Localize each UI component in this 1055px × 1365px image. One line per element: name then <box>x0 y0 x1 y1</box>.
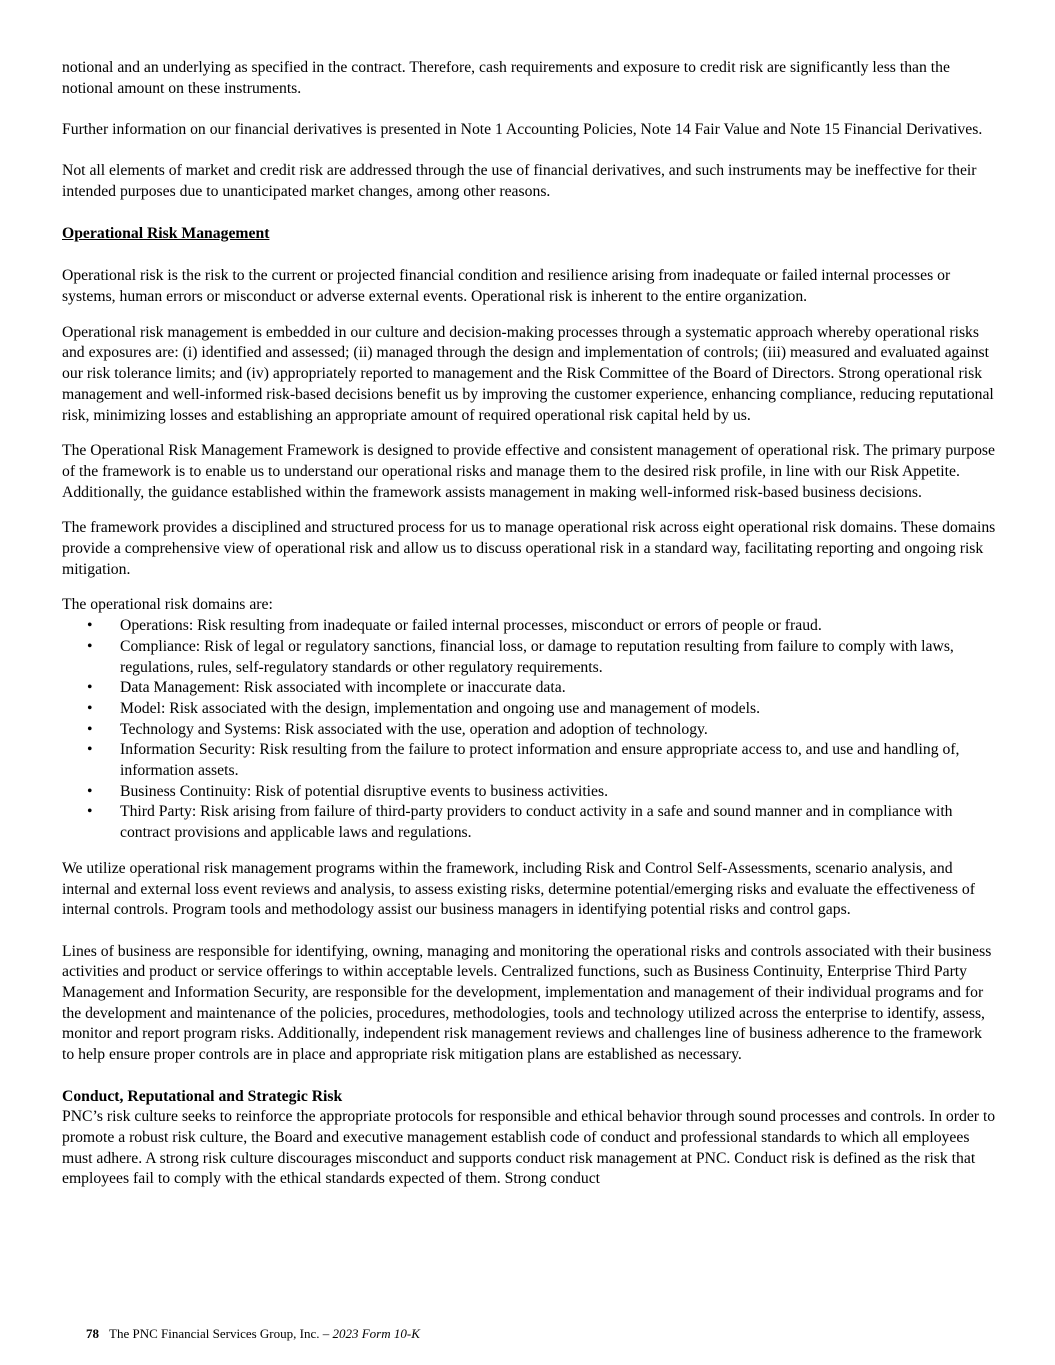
paragraph-operational-management: Operational risk management is embedded in our culture and decision-making processes through a systematic approach whereby operational risks and exposures are: (i) identified and assessed; (ii) managed through the design and implementation of controls; (iii) measured and evaluated against our risk tolerance limits; and (iv) appropriately reported to management and the Risk Committee of the Board of Directors. Strong operational risk management and well-informed risk-based decisions benefit us by improving the customer experience, enhancing compliance, reducing reputational risk, minimizing losses and establishing an appropriate amount of required operational risk capital held by us. <box>62 323 994 424</box>
section-heading-operational-risk: Operational Risk Management <box>62 224 270 242</box>
bullet-icon: • <box>87 803 93 821</box>
bullet-icon: • <box>87 617 93 635</box>
list-item <box>62 802 997 843</box>
subsection-heading-conduct-risk: Conduct, Reputational and Strategic Risk <box>62 1087 343 1105</box>
list-item <box>62 740 997 781</box>
bullet-icon: • <box>87 720 93 738</box>
domain-text: Technology and Systems: Risk associated with the use, operation and adoption of technology. <box>120 720 708 738</box>
domain-text: Business Continuity: Risk of potential disruptive events to business activities. <box>120 782 609 800</box>
domain-text: Compliance: Risk of legal or regulatory sanctions, financial loss, or damage to reputation resulting from failure to comply with laws, regulations, rules, self-regulatory standards or other regulatory requirements. <box>120 637 954 676</box>
paragraph-operational-programs: We utilize operational risk management programs within the framework, including Risk and Control Self-Assessments, scenario analysis, and internal and external loss event reviews and analysis, to assess existing risks, determine potential/emerging risks and evaluate the effectiveness of internal controls. Program tools and methodology assist our business managers in identifying potential risks and control gaps. <box>62 859 975 919</box>
list-item <box>62 782 997 803</box>
domain-text: Operations: Risk resulting from inadequate or failed internal processes, misconduct or errors of people or fraud. <box>120 617 822 635</box>
list-item <box>62 678 997 699</box>
domains-intro: The operational risk domains are: <box>62 596 273 614</box>
domain-text: Model: Risk associated with the design, implementation and ongoing use and management of models. <box>120 699 761 717</box>
paragraph-operational-domains-overview: The framework provides a disciplined and structured process for us to manage operational risk across eight operational risk domains. These domains provide a comprehensive view of operational risk and allow us to discuss operational risk in a standard way, facilitating reporting and ongoing risk mitigation. <box>62 519 996 578</box>
page-number: 78 <box>86 1326 99 1341</box>
paragraph-derivatives-limitations: Not all elements of market and credit risk are addressed through the use of financial derivatives, and such instruments may be ineffective for their intended purposes due to unanticipated market changes, among other reasons. <box>62 162 977 201</box>
paragraph-operational-framework: The Operational Risk Management Framework is designed to provide effective and consistent management of operational risk. The primary purpose of the framework is to enable us to understand our operational risks and manage them to the desired risk profile, in line with our Risk Appetite. Additionally, the guidance established within the framework assists management in making well-informed risk-based business decisions. <box>62 442 995 501</box>
domain-text: Data Management: Risk associated with incomplete or inaccurate data. <box>120 679 566 697</box>
paragraph-lines-of-business: Lines of business are responsible for identifying, owning, managing and monitoring the operational risks and controls associated with their business activities and product or service offerings to within acceptable levels. Centralized functions, such as Business Continuity, Enterprise Third Party Management and Information Security, are responsible for the development, implementation and management of their individual programs and for the development and maintenance of the policies, procedures, methodologies, tools and technology utilized across the enterprise to identify, assess, monitor and report program risks. Additionally, independent risk management reviews and challenges line of business adherence to the framework to help ensure proper controls are in place and appropriate risk mitigation plans are established as necessary. <box>62 942 992 1064</box>
paragraph-conduct-risk: PNC’s risk culture seeks to reinforce the appropriate protocols for responsible and ethical behavior through sound processes and controls. In order to promote a robust risk culture, the Board and executive management establish code of conduct and professional standards to which all employees must adhere. A strong risk culture discourages misconduct and supports conduct risk management at PNC. Conduct risk is defined as the risk that employees fail to comply with the ethical standards expected of them. Strong conduct <box>62 1108 996 1188</box>
list-item <box>62 720 997 741</box>
list-item <box>62 699 997 720</box>
bullet-icon: • <box>87 699 93 717</box>
paragraph-derivatives-notional: notional and an underlying as specified in the contract. Therefore, cash requirements and exposure to credit risk are significantly less than the notional amount on these instruments. <box>62 59 950 97</box>
bullet-icon: • <box>87 637 93 655</box>
bullet-icon: • <box>87 679 93 697</box>
footer-company: The PNC Financial Services Group, Inc. – <box>109 1326 333 1341</box>
list-item <box>62 637 997 678</box>
list-item <box>62 616 997 637</box>
bullet-icon: • <box>87 782 93 800</box>
paragraph-derivatives-notes: Further information on our financial derivatives is presented in Note 1 Accounting Policies, Note 14 Fair Value and Note 15 Financial Derivatives. <box>62 121 983 139</box>
domains-list <box>62 616 997 844</box>
domain-text: Third Party: Risk arising from failure of third-party providers to conduct activity in a safe and sound manner and in compliance with contract provisions and applicable laws and regulations. <box>120 803 953 842</box>
page-footer <box>86 1326 420 1342</box>
footer-form: 2023 Form 10-K <box>332 1326 420 1341</box>
domain-text: Information Security: Risk resulting from the failure to protect information and ensure appropriate access to, and use and handling of, information assets. <box>120 741 960 780</box>
paragraph-operational-definition: Operational risk is the risk to the current or projected financial condition and resilience arising from inadequate or failed internal processes or systems, human errors or misconduct or adverse external events. Operational risk is inherent to the entire organization. <box>62 267 951 305</box>
bullet-icon: • <box>87 741 93 759</box>
document-page <box>62 58 997 1190</box>
